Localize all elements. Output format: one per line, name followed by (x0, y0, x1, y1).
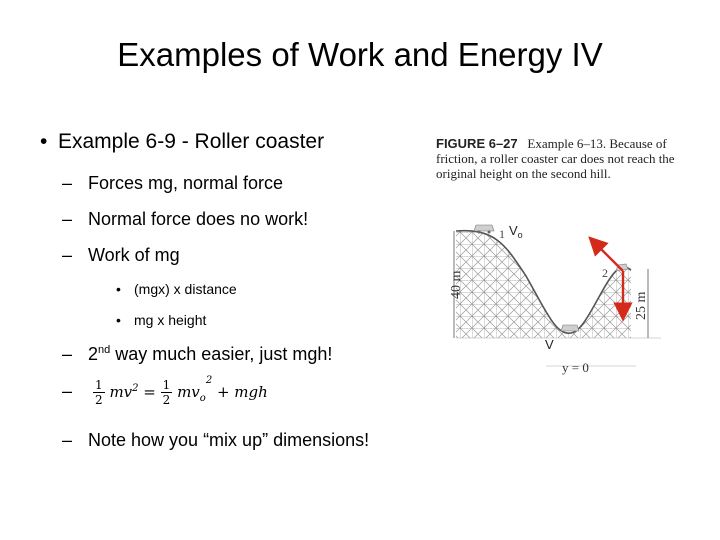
figure-caption-title: Example 6–13. (527, 136, 607, 151)
bullet-dot-icon: • (116, 312, 121, 328)
sub-bullet-work-mg: – Work of mg (62, 245, 180, 265)
sub-bullet-second-way: – 2nd way much easier, just mgh! (62, 344, 333, 364)
subsub-bullet-height: • mg x height (116, 312, 207, 328)
energy-equation: $\frac{1}{2}$ $mv^2$ = $\frac{1}{2}$ $mv_o^2$ + mgh (95, 374, 268, 407)
sub-bullet-equation (62, 374, 268, 407)
bullet-text: Example 6-9 - Roller coaster (58, 130, 325, 153)
dash-icon: – (62, 173, 73, 193)
dash-icon: – (62, 245, 73, 265)
slide-title: Examples of Work and Energy IV (117, 36, 603, 73)
bullet-roller-coaster (40, 130, 324, 154)
subsub-bullet-distance: • (mgx) x distance (116, 281, 237, 297)
dash-icon: – (62, 380, 73, 401)
bullet-dot-icon: • (116, 281, 121, 297)
roller-coaster-diagram (436, 136, 676, 396)
sub-bullet-note: – Note how you “mix up” dimensions! (62, 430, 370, 450)
hill-structure (456, 231, 631, 338)
superscript: nd (98, 344, 111, 356)
figure-caption-body: Because of friction, a roller coaster car does not reach the original height on the second hill. (436, 136, 675, 181)
roller-coaster-figure (436, 136, 676, 396)
car-at-bottom-icon (561, 325, 579, 331)
sub-bullet-normal-force: – Normal force does no work! (62, 209, 309, 229)
ground-lines (456, 338, 661, 366)
dash-icon: – (62, 430, 73, 450)
fraction-half: $\frac{1}{2}$ (162, 378, 171, 407)
figure-label: FIGURE 6–27 (436, 136, 518, 151)
height-25m-label: 25 m (634, 291, 649, 320)
fraction-half: $\frac{1}{2}$ (95, 378, 103, 407)
bullet-dot-icon: • (40, 130, 48, 153)
baseline-label: y = 0 (562, 360, 589, 375)
point-2-label: 2 (602, 266, 608, 280)
velocity-arrow-diagonal (595, 243, 623, 271)
dash-icon: – (62, 344, 73, 364)
height-40m-label: 40 m (449, 270, 464, 299)
point-1-label: 1 (499, 227, 505, 241)
sub-bullet-forces: – Forces mg, normal force (62, 173, 284, 193)
v-label: V (545, 337, 554, 352)
v0-label: $V_o$ (509, 223, 523, 240)
dash-icon: – (62, 209, 73, 229)
